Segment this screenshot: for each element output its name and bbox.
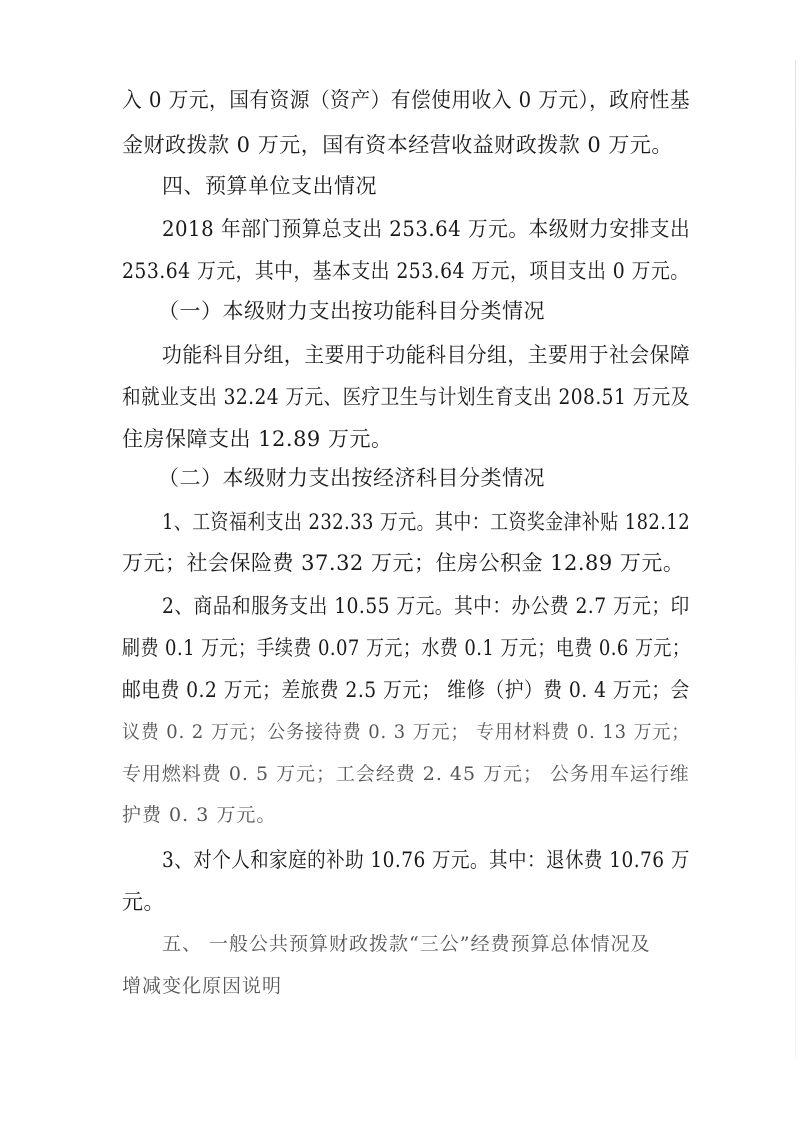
text-line: 住房保障支出 12.89 万元。 xyxy=(122,427,393,451)
text-line: 元。 xyxy=(122,890,165,914)
text-line: 1、工资福利支出 232.33 万元。其中：工资奖金津补贴 182.12 xyxy=(162,510,691,534)
text-line: 2、商品和服务支出 10.55 万元。其中：办公费 2.7 万元；印 xyxy=(162,594,690,618)
text-line: 入 0 万元，国有资源（资产）有偿使用收入 0 万元），政府性基 xyxy=(122,88,691,112)
text-line: 专用燃料费 0. 5 万元；工会经费 2. 45 万元； 公务用车运行维 xyxy=(122,763,690,785)
text-line: 刷费 0.1 万元；手续费 0.07 万元；水费 0.1 万元；电费 0.6 万元； xyxy=(122,636,691,660)
text-line: 邮电费 0.2 万元；差旅费 2.5 万元； 维修（护）费 0. 4 万元；会 xyxy=(122,678,690,702)
text-line: 253.64 万元，其中，基本支出 253.64 万元，项目支出 0 万元。 xyxy=(122,259,690,283)
text-line: 和就业支出 32.24 万元、医疗卫生与计划生育支出 208.51 万元及 xyxy=(122,385,690,409)
text-line: 功能科目分组，主要用于功能科目分组，主要用于社会保障 xyxy=(162,343,691,367)
text-line: 3、对个人和家庭的补助 10.76 万元。其中：退休费 10.76 万 xyxy=(162,848,690,872)
subsection-heading: （二）本级财力支出按经济科目分类情况 xyxy=(158,466,545,490)
subsection-heading: （一）本级财力支出按功能科目分类情况 xyxy=(158,299,545,323)
text-line: 护费 0. 3 万元。 xyxy=(122,804,277,826)
text-line: 万元；社会保险费 37.32 万元；住房公积金 12.89 万元。 xyxy=(122,551,685,575)
section-heading: 四、预算单位支出情况 xyxy=(162,174,377,198)
text-line: 增减变化原因说明 xyxy=(122,975,283,997)
text-line: 议费 0. 2 万元；公务接待费 0. 3 万元； 专用材料费 0. 13 万元； xyxy=(122,721,691,743)
scan-edge-divider xyxy=(795,60,796,1060)
text-line: 2018 年部门预算总支出 253.64 万元。本级财力安排支出 xyxy=(162,217,691,241)
section-heading: 五、 一般公共预算财政拨款“三公”经费预算总体情况及 xyxy=(162,933,651,955)
text-line: 金财政拨款 0 万元，国有资本经营收益财政拨款 0 万元。 xyxy=(122,133,673,157)
